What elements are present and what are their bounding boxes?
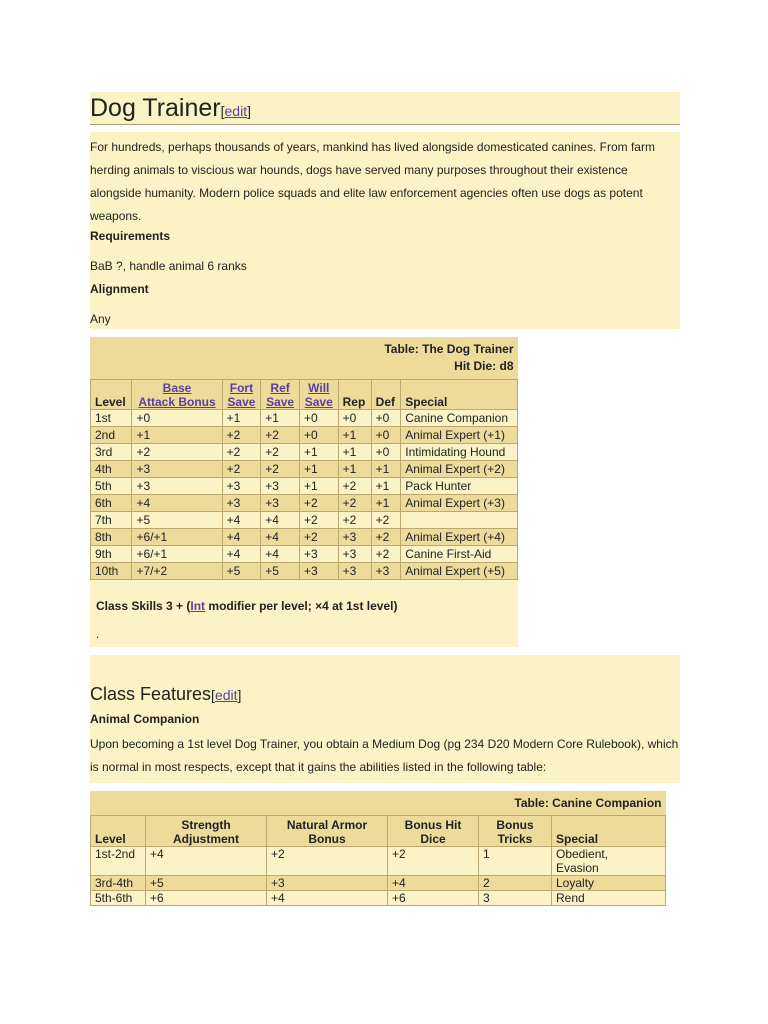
table-row (91, 512, 518, 529)
cell-def: +0 (371, 410, 401, 427)
header-will-save[interactable] (299, 380, 338, 410)
table-row (91, 478, 518, 495)
cell-fort: +2 (222, 444, 261, 461)
cell-level: 5th-6th (91, 891, 146, 906)
cell-level: 3rd-4th (91, 876, 146, 891)
cell-ref: +4 (261, 546, 300, 563)
cell-bab: +5 (132, 512, 222, 529)
cell-will: +0 (299, 410, 338, 427)
cell-fort: +4 (222, 529, 261, 546)
cell-bab: +3 (132, 478, 222, 495)
cell-hit-dice: +4 (388, 876, 479, 891)
cell-def: +1 (371, 495, 401, 512)
cell-level: 10th (91, 563, 132, 580)
class-features-title (90, 655, 680, 707)
cell-fort: +4 (222, 512, 261, 529)
table-row (91, 529, 518, 546)
class-features-section (90, 655, 680, 783)
edit-link[interactable]: edit (224, 103, 248, 119)
cell-will: +3 (299, 563, 338, 580)
canine-companion-table (90, 791, 666, 906)
cell-rep: +2 (338, 495, 371, 512)
cell-special: Animal Expert (+4) (401, 529, 518, 546)
table-row (91, 876, 666, 891)
page-title (90, 92, 680, 125)
cell-rep: +3 (338, 546, 371, 563)
cell-special (401, 512, 518, 529)
class-features-title-text: Class Features (90, 684, 212, 704)
cell-fort: +3 (222, 495, 261, 512)
cell-fort: +2 (222, 461, 261, 478)
cell-special: Animal Expert (+3) (401, 495, 518, 512)
cell-level: 8th (91, 529, 132, 546)
dog-trainer-table-section (90, 337, 518, 647)
table-row (91, 563, 518, 580)
alignment-text: Any (90, 312, 111, 326)
header-rep: Rep (338, 380, 371, 410)
cell-level: 1st-2nd (91, 847, 146, 876)
cell-special: Intimidating Hound (401, 444, 518, 461)
table-header-row (91, 380, 518, 410)
cell-special-line1: Loyalty (556, 876, 595, 890)
cell-will: +2 (299, 495, 338, 512)
table-row (91, 427, 518, 444)
cell-special: Pack Hunter (401, 478, 518, 495)
cell-bab: +3 (132, 461, 222, 478)
canine-header-row (91, 816, 666, 847)
cell-fort: +4 (222, 546, 261, 563)
cell-ref: +3 (261, 478, 300, 495)
canine-header-strength: Strength Adjustment (146, 816, 267, 847)
cell-hit-dice: +6 (388, 891, 479, 906)
header-level: Level (91, 380, 132, 410)
cell-def: +2 (371, 512, 401, 529)
cell-will: +1 (299, 444, 338, 461)
header-base-attack[interactable] (132, 380, 222, 410)
table-row (91, 495, 518, 512)
edit-bracket-2: [edit] (211, 687, 242, 703)
canine-header-armor: Natural Armor Bonus (267, 816, 388, 847)
cell-armor: +2 (267, 847, 388, 876)
cell-special (552, 847, 666, 876)
cell-tricks: 2 (479, 876, 552, 891)
cell-will: +2 (299, 512, 338, 529)
cell-special: Canine Companion (401, 410, 518, 427)
table-row (91, 891, 666, 906)
cell-def: +1 (371, 461, 401, 478)
cell-bab: +7/+2 (132, 563, 222, 580)
cell-ref: +2 (261, 427, 300, 444)
cell-bab: +1 (132, 427, 222, 444)
cell-special (552, 891, 666, 906)
cell-level: 5th (91, 478, 132, 495)
cell-bab: +6/+1 (132, 546, 222, 563)
ref-save-link[interactable]: Ref Save (266, 381, 295, 409)
cell-rep: +2 (338, 512, 371, 529)
header-ref-save[interactable] (261, 380, 300, 410)
cell-fort: +3 (222, 478, 261, 495)
cell-rep: +1 (338, 427, 371, 444)
cell-bab: +6/+1 (132, 529, 222, 546)
cell-def: +2 (371, 529, 401, 546)
cell-ref: +2 (261, 444, 300, 461)
cell-rep: +3 (338, 529, 371, 546)
cell-ref: +3 (261, 495, 300, 512)
cell-strength: +4 (146, 847, 267, 876)
header-special: Special (401, 380, 518, 410)
cell-will: +1 (299, 478, 338, 495)
intro-section (90, 132, 680, 329)
cell-bab: +0 (132, 410, 222, 427)
dog-trainer-table-body (91, 410, 518, 580)
class-features-text: Upon becoming a 1st level Dog Trainer, you obtain a Medium Dog (pg 234 D20 Modern Core Rulebook), which is normal in most respects, except that it gains the abilities listed in the following table: (90, 737, 679, 774)
edit-bracket: [edit] (220, 103, 251, 119)
cell-def: +0 (371, 427, 401, 444)
cell-will: +1 (299, 461, 338, 478)
cell-fort: +1 (222, 410, 261, 427)
base-attack-link[interactable]: Base Attack Bonus (138, 381, 216, 409)
canine-header-special: Special (552, 816, 666, 847)
cell-rep: +0 (338, 410, 371, 427)
canine-header-tricks: Bonus Tricks (479, 816, 552, 847)
cell-def: +2 (371, 546, 401, 563)
cell-ref: +4 (261, 529, 300, 546)
cell-tricks: 1 (479, 847, 552, 876)
edit-link-2[interactable]: edit (214, 687, 238, 703)
cell-rep: +1 (338, 444, 371, 461)
intro-paragraph: For hundreds, perhaps thousands of years, mankind has lived alongside domesticated canines. From farm herding animals to viscious war hounds, dogs have served many purposes throughout their existence alongside humanity. Modern police squads and elite law enforcement agencies often use dogs as potent weapons. (90, 140, 655, 223)
cell-rep: +3 (338, 563, 371, 580)
header-fort-save[interactable] (222, 380, 261, 410)
table-row (91, 444, 518, 461)
cell-ref: +1 (261, 410, 300, 427)
dog-trainer-table (90, 337, 518, 580)
cell-strength: +6 (146, 891, 267, 906)
trailing-dot: . (96, 629, 100, 641)
fort-save-link[interactable]: Fort Save (227, 381, 256, 409)
cell-special: Animal Expert (+1) (401, 427, 518, 444)
cell-special (552, 876, 666, 891)
requirements-text: BaB ?, handle animal 6 ranks (90, 259, 247, 273)
int-link[interactable]: Int (190, 599, 206, 613)
will-save-link[interactable]: Will Save (304, 381, 333, 409)
cell-level: 6th (91, 495, 132, 512)
cell-armor: +3 (267, 876, 388, 891)
table-caption (91, 337, 518, 380)
table-row (91, 461, 518, 478)
canine-header-level: Level (91, 816, 146, 847)
table-row (91, 546, 518, 563)
class-skills: Class Skills 3 + (Int modifier per level; ×4 at 1st level) (96, 599, 398, 613)
canine-caption-row (91, 791, 666, 816)
table-caption-title: Table: The Dog Trainer (384, 342, 514, 356)
canine-caption: Table: Canine Companion (514, 796, 662, 810)
cell-rep: +2 (338, 478, 371, 495)
cell-level: 9th (91, 546, 132, 563)
canine-table-body (91, 847, 666, 906)
cell-ref: +4 (261, 512, 300, 529)
alignment-label: Alignment (90, 282, 149, 296)
cell-special-line1: Obedient, (556, 847, 609, 861)
canine-header-hit-dice: Bonus Hit Dice (388, 816, 479, 847)
cell-tricks: 3 (479, 891, 552, 906)
cell-bab: +2 (132, 444, 222, 461)
cell-fort: +5 (222, 563, 261, 580)
cell-armor: +4 (267, 891, 388, 906)
cell-fort: +2 (222, 427, 261, 444)
cell-level: 3rd (91, 444, 132, 461)
animal-companion-label: Animal Companion (90, 712, 200, 726)
table-row (91, 847, 666, 876)
cell-level: 1st (91, 410, 132, 427)
cell-will: +0 (299, 427, 338, 444)
cell-ref: +2 (261, 461, 300, 478)
cell-def: +1 (371, 478, 401, 495)
cell-strength: +5 (146, 876, 267, 891)
cell-will: +3 (299, 546, 338, 563)
cell-hit-dice: +2 (388, 847, 479, 876)
cell-level: 2nd (91, 427, 132, 444)
cell-special: Animal Expert (+5) (401, 563, 518, 580)
requirements-label: Requirements (90, 229, 171, 243)
cell-special: Canine First-Aid (401, 546, 518, 563)
cell-special-line2: Evasion (556, 861, 599, 875)
page-title-text: Dog Trainer (90, 94, 221, 122)
cell-level: 4th (91, 461, 132, 478)
title-section (90, 92, 680, 125)
header-def: Def (371, 380, 401, 410)
cell-bab: +4 (132, 495, 222, 512)
hit-die: Hit Die: d8 (454, 359, 514, 373)
cell-def: +0 (371, 444, 401, 461)
cell-special-line1: Rend (556, 891, 585, 905)
cell-level: 7th (91, 512, 132, 529)
table-row (91, 410, 518, 427)
cell-special: Animal Expert (+2) (401, 461, 518, 478)
cell-will: +2 (299, 529, 338, 546)
cell-def: +3 (371, 563, 401, 580)
cell-ref: +5 (261, 563, 300, 580)
cell-rep: +1 (338, 461, 371, 478)
table-caption-row (91, 337, 518, 380)
